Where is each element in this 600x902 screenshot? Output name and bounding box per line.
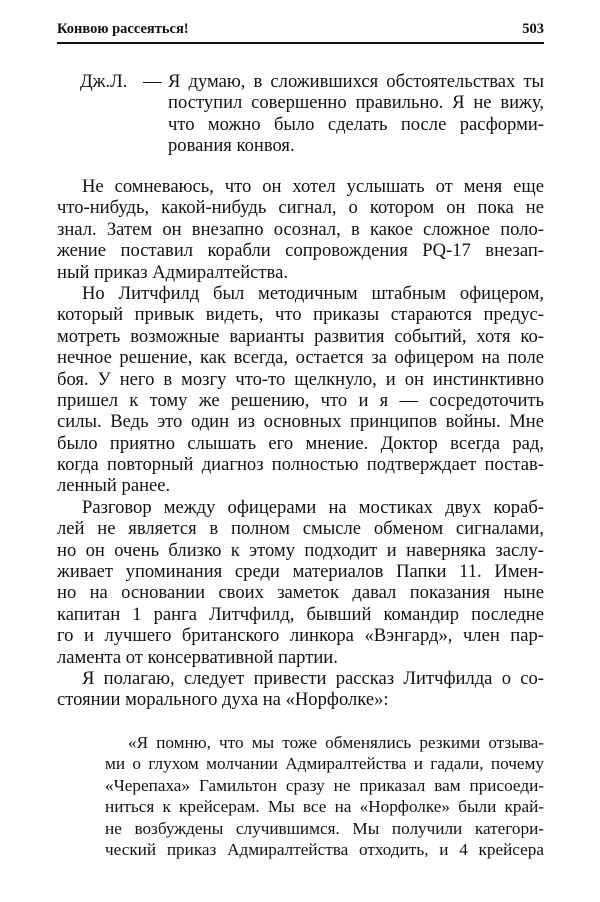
text-line: го и лучшего британского линкора «Вэнгард», член пар- [57, 625, 544, 647]
paragraph [57, 176, 544, 283]
text-line: живает упоминания среди материалов Папки 11. Имен- [57, 561, 544, 583]
text-line: боя. У него в мозгу что-то щелкнуло, и он инстинктивно [57, 368, 544, 390]
text-line: рования конвоя. [168, 135, 295, 157]
paragraph [57, 283, 544, 497]
header-rule [57, 42, 544, 44]
text-line: жение поставил корабли сопровождения PQ-17 внезап- [57, 240, 544, 262]
text-line: Я думаю, в сложившихся обстоятельствах ты [168, 71, 544, 92]
dialogue-dash: — [143, 71, 162, 92]
text-line: но он очень близко к этому подходит и наверняка заслу- [57, 539, 544, 561]
text-line: ниться к крейсерам. Мы все на «Норфолке» были край- [105, 797, 544, 817]
running-header [57, 21, 544, 39]
text-line: «Я помню, что мы тоже обменялись резкими отзыва- [128, 733, 544, 752]
paragraph [57, 497, 544, 668]
text-line: ламента от консервативной партии. [57, 646, 338, 668]
text-line: ленный ранее. [57, 475, 171, 497]
text-line: было приятно слышать его мнение. Доктор всегда рад, [57, 432, 544, 454]
dialogue-speaker: Дж.Л. [80, 71, 128, 92]
text-line: Разговор между офицерами на мостиках двух кораб- [82, 496, 544, 518]
paragraph [57, 668, 544, 711]
body-text [57, 176, 544, 711]
text-line: знал. Затем он внезапно осознал, в какое сложное поло- [57, 218, 544, 240]
text-line: мотреть возможные варианты развития событий, хотя ко- [57, 325, 544, 347]
text-line: капитан 1 ранга Литчфилд, бывший командир последне [57, 603, 544, 625]
text-line: Не сомневаюсь, что он хотел услышать от меня еще [82, 176, 544, 197]
text-line: лей не является в полном смысле обменом сигналами, [57, 518, 544, 540]
text-line: который привык видеть, что приказы стараются предус- [57, 304, 544, 326]
text-line: Но Литчфилд был методичным штабным офицером, [82, 282, 544, 304]
text-line: ми о глухом молчании Адмиралтейства и гадали, почему [105, 754, 544, 774]
text-line: «Черепаха» Гамильтон сразу не приказал вам присоеди- [105, 775, 544, 795]
text-line: стоянии морального духа на «Норфолке»: [57, 689, 389, 711]
text-line: не возбуждены случившимся. Мы получили категори- [105, 818, 544, 838]
block-quote [105, 732, 544, 860]
text-line: когда повторный диагноз полностью подтверждает постав- [57, 454, 544, 476]
text-line: силы. Ведь это один из основных принципов войны. Мне [57, 411, 544, 433]
text-line: поступил совершенно правильно. Я не вижу, [168, 92, 544, 114]
text-line: Я полагаю, следует привести рассказ Литчфилда о со- [82, 667, 544, 689]
text-line: что-нибудь, какой-нибудь сигнал, о котором он пока не [57, 197, 544, 219]
text-line: ческий приказ Адмиралтейства отходить, и 4 крейсера [105, 839, 544, 859]
text-line: нечное решение, как всегда, остается за офицером на поле [57, 347, 544, 369]
text-line: пришел к тому же решению, что и я — сосредоточить [57, 389, 544, 411]
page-number: 503 [522, 21, 544, 37]
dialogue-text [168, 71, 544, 157]
text-line: но на основании своих заметок давал показания ныне [57, 582, 544, 604]
text-line: что можно было сделать после расформи- [168, 113, 544, 135]
text-line: ный приказ Адмиралтейства. [57, 261, 288, 283]
running-title: Конвою рассеяться! [57, 21, 189, 37]
